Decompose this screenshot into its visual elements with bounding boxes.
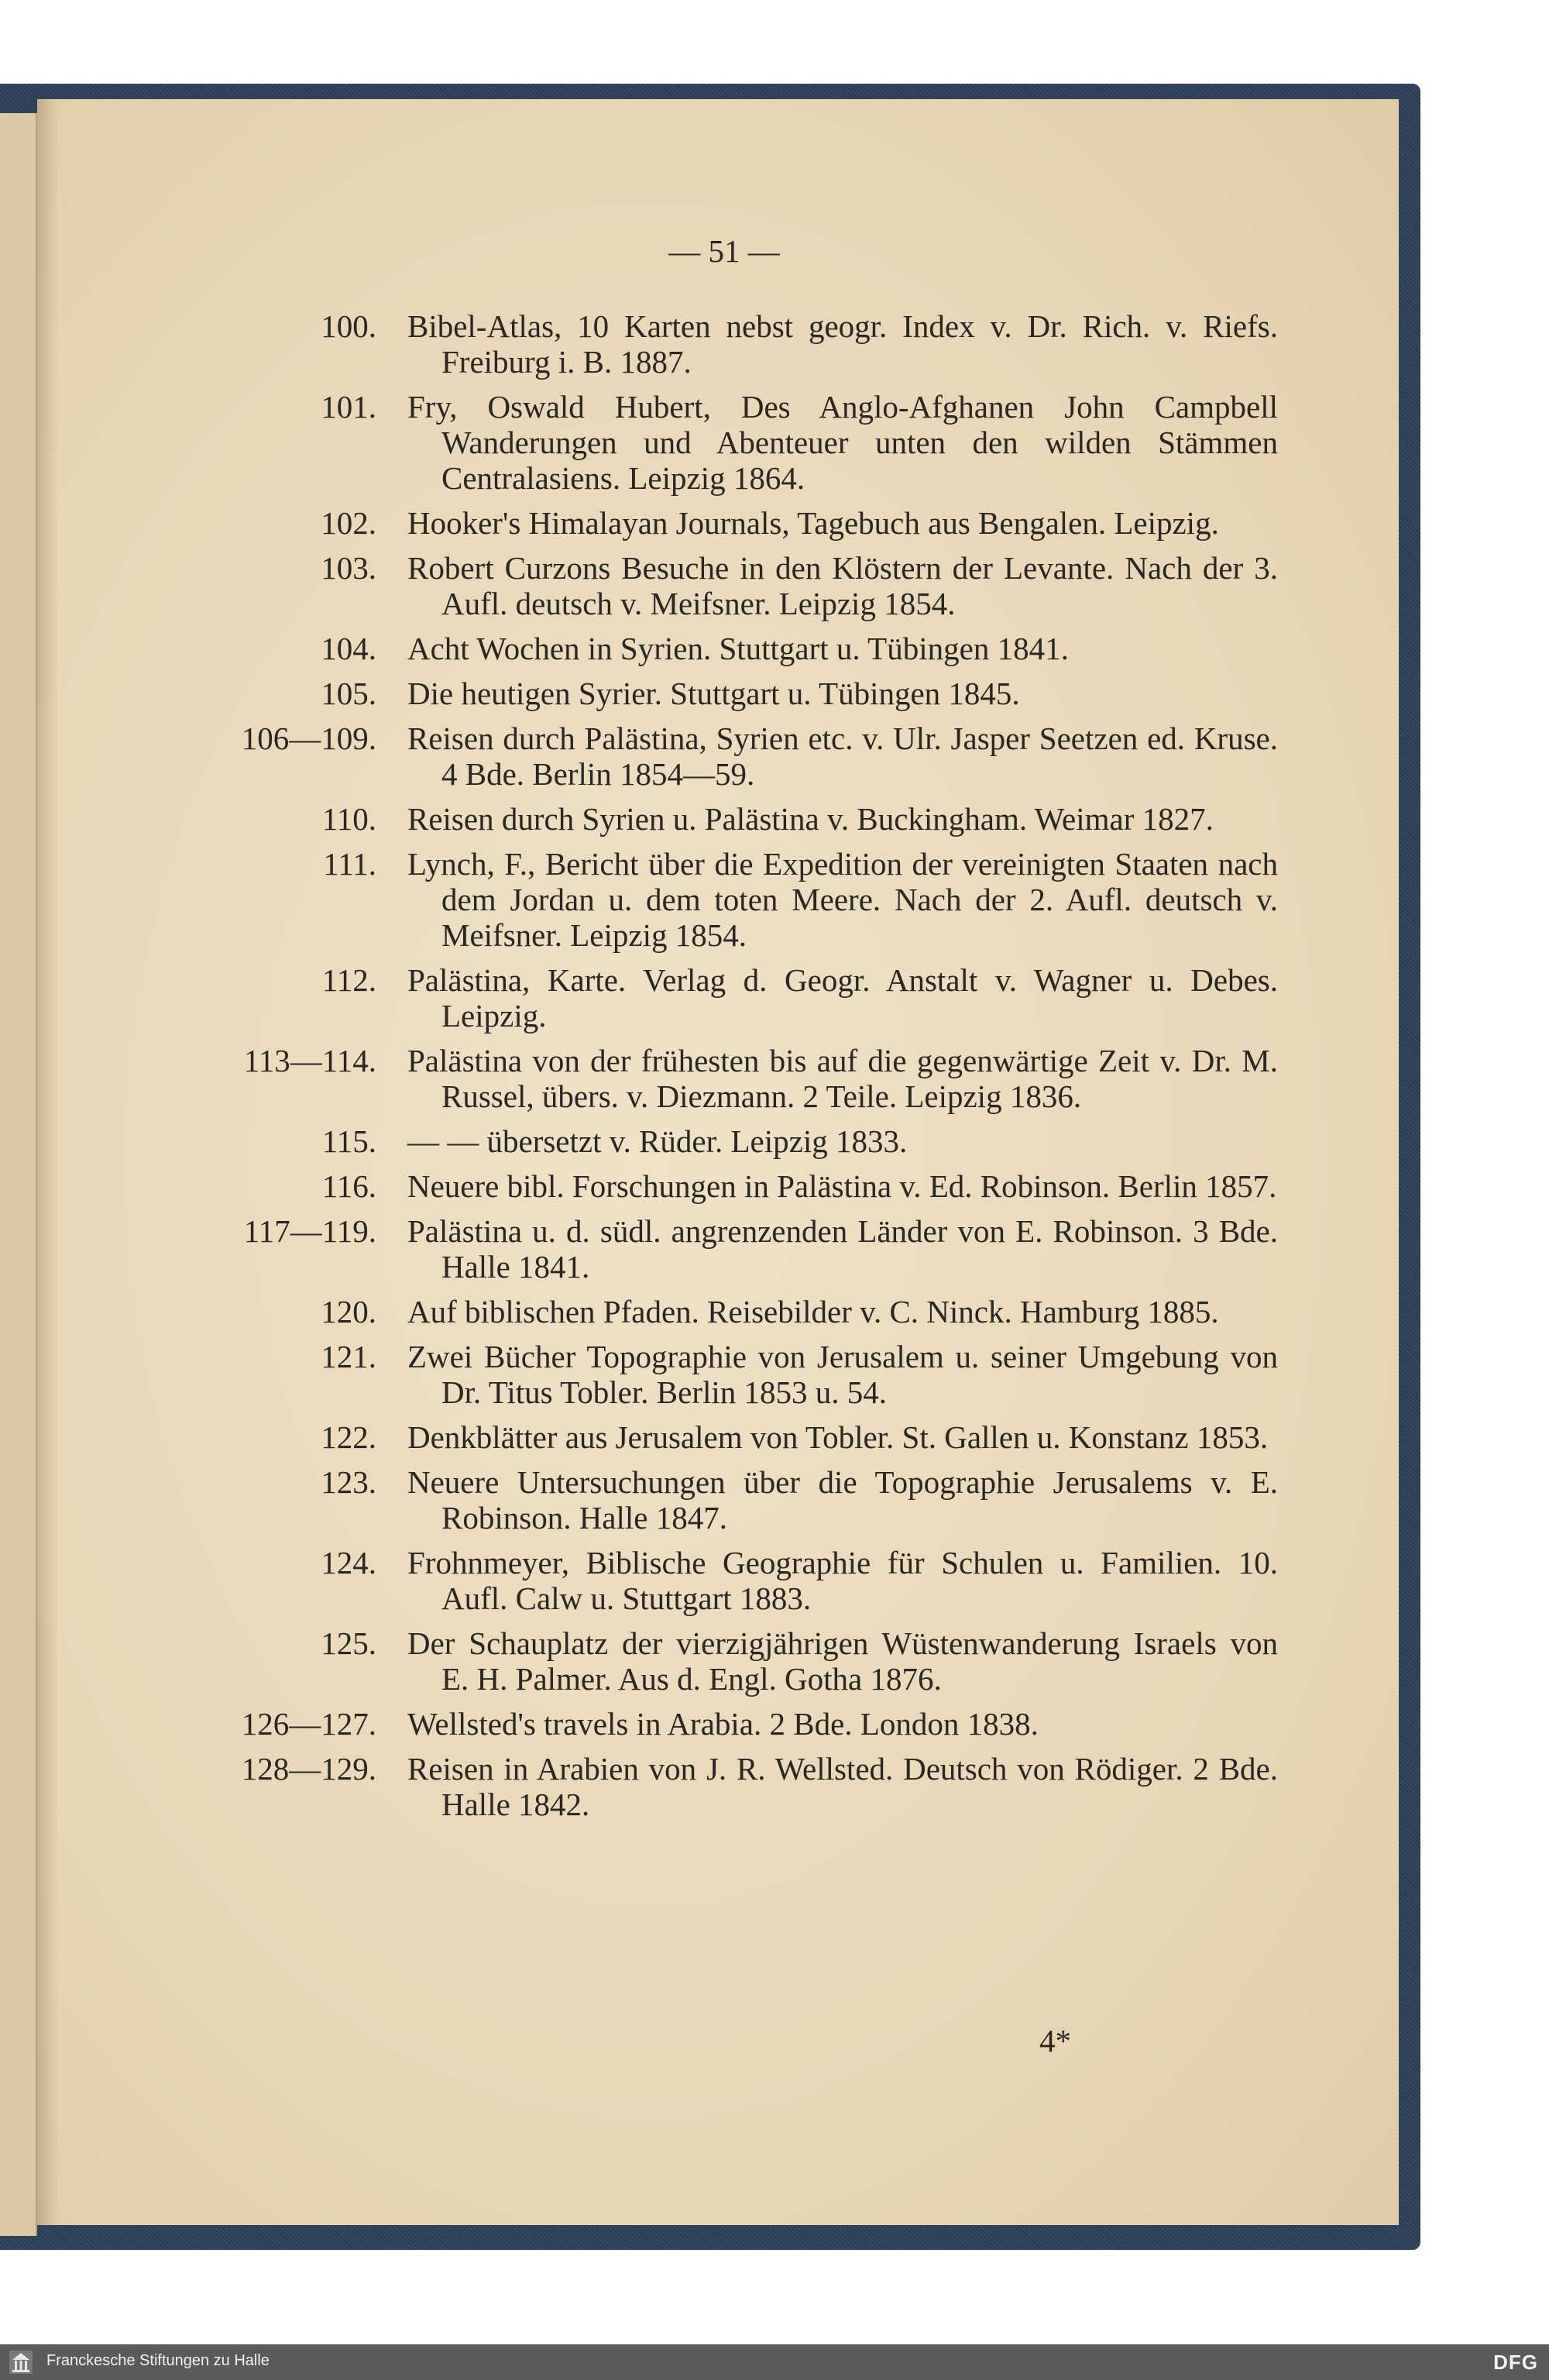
entry-text: Palästina u. d. südl. angrenzenden Länder von E. Robinson. 3 Bde. Halle 1841. [407, 1213, 1278, 1285]
entry-number: 122. [321, 1419, 376, 1455]
list-item [0, 550, 1286, 621]
list-item [0, 846, 1286, 953]
entry-text: Palästina, Karte. Verlag d. Geogr. Anstalt v. Wagner u. Debes. Leipzig. [407, 962, 1278, 1034]
entry-number: 113—114. [243, 1043, 376, 1078]
list-item [0, 1213, 1286, 1285]
entry-text: Wellsted's travels in Arabia. 2 Bde. London 1838. [407, 1706, 1039, 1742]
entry-number: 100. [321, 308, 376, 344]
list-item [0, 389, 1286, 496]
entry-number: 101. [321, 389, 376, 425]
entry-number: 106—109. [241, 721, 376, 756]
list-item [0, 1339, 1286, 1410]
entry-text: Denkblätter aus Jerusalem von Tobler. St. Gallen u. Konstanz 1853. [407, 1419, 1269, 1455]
entry-text: Palästina von der frühesten bis auf die gegenwärtige Zeit v. Dr. M. Russel, übers. v. Diezmann. 2 Teile. Leipzig 1836. [407, 1043, 1278, 1114]
entry-text: Reisen in Arabien von J. R. Wellsted. Deutsch von Rödiger. 2 Bde. Halle 1842. [407, 1751, 1278, 1822]
list-item [0, 1294, 1286, 1329]
entry-number: 112. [321, 962, 376, 998]
entry-number: 102. [321, 505, 376, 541]
list-item [0, 962, 1286, 1034]
institution-name: Franckesche Stiftungen zu Halle [46, 2352, 270, 2369]
institution-logo-icon [8, 2349, 34, 2375]
list-item [0, 1625, 1286, 1697]
entry-number: 123. [321, 1464, 376, 1500]
list-item [0, 676, 1286, 711]
list-item [0, 1419, 1286, 1455]
entry-text: Die heutigen Syrier. Stuttgart u. Tübingen 1845. [407, 676, 1020, 711]
entry-text: Zwei Bücher Topographie von Jerusalem u. seiner Umgebung von Dr. Titus Tobler. Berlin 1853 u. 54. [407, 1339, 1278, 1410]
entry-number: 115. [321, 1123, 376, 1159]
entry-text: Neuere Untersuchungen über die Topographie Jerusalems v. E. Robinson. Halle 1847. [407, 1464, 1278, 1536]
list-item [0, 1706, 1286, 1742]
entry-text: Reisen durch Syrien u. Palästina v. Buckingham. Weimar 1827. [407, 801, 1214, 837]
list-item [0, 308, 1286, 380]
list-item [0, 505, 1286, 541]
entry-text: Bibel-Atlas, 10 Karten nebst geogr. Index v. Dr. Rich. v. Riefs. Freiburg i. B. 1887. [407, 308, 1278, 380]
list-item [0, 1464, 1286, 1536]
entry-text: Reisen durch Palästina, Syrien etc. v. Ulr. Jasper Seetzen ed. Kruse. 4 Bde. Berlin 1854—59. [407, 721, 1278, 792]
entry-number: 121. [321, 1339, 376, 1374]
entry-number: 104. [321, 631, 376, 666]
entry-text: Neuere bibl. Forschungen in Palästina v. Ed. Robinson. Berlin 1857. [407, 1168, 1277, 1204]
entry-text: Fry, Oswald Hubert, Des Anglo-Afghanen John Campbell Wanderungen und Abenteuer unten den wilden Stämmen Centralasiens. Leipzig 1864. [407, 389, 1278, 496]
footer-bar [0, 2344, 1549, 2380]
list-item [0, 631, 1286, 666]
entry-text: Hooker's Himalayan Journals, Tagebuch aus Bengalen. Leipzig. [407, 505, 1219, 541]
entry-number: 120. [321, 1294, 376, 1329]
signature-mark: 4* [1039, 2023, 1071, 2058]
entry-text: Lynch, F., Bericht über die Expedition der vereinigten Staaten nach dem Jordan u. dem toten Meere. Nach der 2. Aufl. deutsch v. Meifsner. Leipzig 1854. [407, 846, 1278, 953]
entry-number: 128—129. [241, 1751, 376, 1787]
entry-number: 126—127. [241, 1706, 376, 1742]
entry-text: Robert Curzons Besuche in den Klöstern der Levante. Nach der 3. Aufl. deutsch v. Meifsner. Leipzig 1854. [407, 550, 1278, 621]
entry-text: Acht Wochen in Syrien. Stuttgart u. Tübingen 1841. [407, 631, 1069, 666]
list-item [0, 1751, 1286, 1822]
entry-number: 105. [321, 676, 376, 711]
entry-number: 103. [321, 550, 376, 586]
entry-number: 111. [323, 846, 376, 882]
entry-text: Der Schauplatz der vierzigjährigen Wüstenwanderung Israels von E. H. Palmer. Aus d. Engl. Gotha 1876. [407, 1625, 1278, 1697]
entry-text: Auf biblischen Pfaden. Reisebilder v. C. Ninck. Hamburg 1885. [407, 1294, 1219, 1329]
list-item [0, 721, 1286, 792]
entry-text: — — übersetzt v. Rüder. Leipzig 1833. [407, 1123, 908, 1159]
page-number: — 51 — [668, 233, 780, 269]
funder-logo: DFG [1493, 2351, 1538, 2374]
list-item [0, 1123, 1286, 1159]
list-item [0, 1043, 1286, 1114]
bibliography-list [0, 308, 1286, 1831]
entry-number: 124. [321, 1545, 376, 1580]
list-item [0, 801, 1286, 837]
entry-number: 117—119. [243, 1213, 376, 1249]
entry-number: 125. [321, 1625, 376, 1661]
list-item [0, 1168, 1286, 1204]
entry-number: 110. [321, 801, 376, 837]
entry-number: 116. [321, 1168, 376, 1204]
entry-text: Frohnmeyer, Biblische Geographie für Schulen u. Familien. 10. Aufl. Calw u. Stuttgart 1883. [407, 1545, 1278, 1616]
list-item [0, 1545, 1286, 1616]
